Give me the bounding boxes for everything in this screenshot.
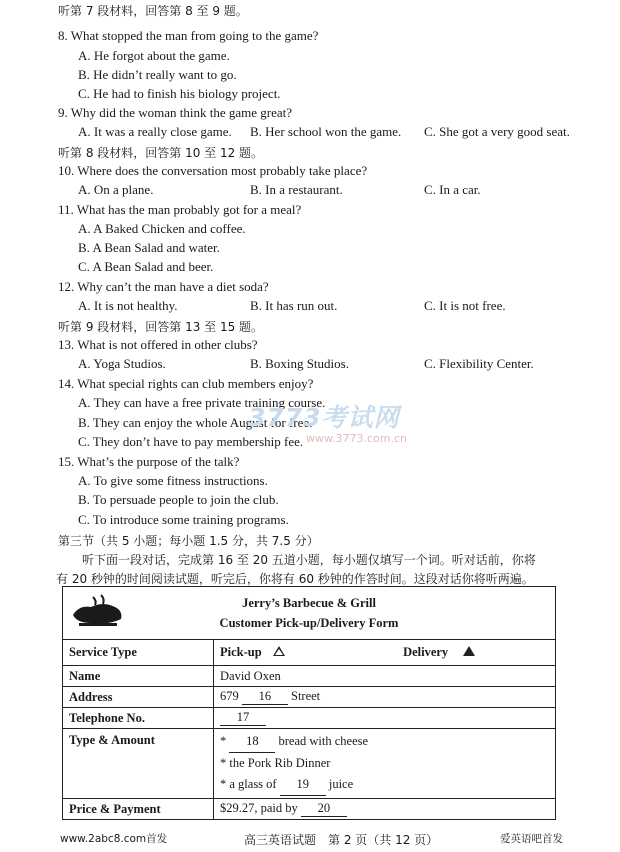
delivery-form xyxy=(62,586,556,820)
question-14: 14. What special rights can club members enjoy? xyxy=(58,376,314,391)
delivery-triangle-icon xyxy=(463,646,475,656)
q13-option-a: A. Yoga Studios. xyxy=(78,356,166,371)
watermark-brand: 3773考试网 xyxy=(248,403,400,432)
address-number: 679 xyxy=(220,689,239,703)
form-subtitle: Customer Pick-up/Delivery Form xyxy=(219,616,399,630)
pickup-triangle-icon xyxy=(273,646,285,656)
q11-option-c: C. A Bean Salad and beer. xyxy=(78,259,214,274)
telephone-label: Telephone No. xyxy=(63,708,214,729)
blank-17[interactable]: 17 xyxy=(220,710,266,726)
telephone-cell xyxy=(214,708,556,729)
address-label: Address xyxy=(63,687,214,708)
blank-18[interactable]: 18 xyxy=(229,731,275,753)
item-3-pre: * a glass of xyxy=(220,777,277,791)
part-3-instruction-line2: 有 20 秒钟的时间阅读试题，听完后，你将有 60 秒钟的作答时间。这段对话你将听两遍。 xyxy=(56,572,534,586)
blank-20[interactable]: 20 xyxy=(301,801,347,817)
price-cell xyxy=(214,799,556,820)
q14-option-a: A. They can have a free private training course. xyxy=(78,395,326,410)
q11-option-b: B. A Bean Salad and water. xyxy=(78,240,220,255)
q12-option-b: B. It has run out. xyxy=(250,298,338,313)
question-13: 13. What is not offered in other clubs? xyxy=(58,337,258,352)
q13-option-c: C. Flexibility Center. xyxy=(424,356,534,371)
part-3-instruction-line1: 听下面一段对话，完成第 16 至 20 五道小题，每小题仅填写一个词。听对话前，你将 xyxy=(82,553,536,567)
item-1-text: bread with cheese xyxy=(278,734,369,748)
item-3 xyxy=(220,774,549,796)
question-10: 10. Where does the conversation most probably take place? xyxy=(58,163,368,178)
q8-option-b: B. He didn’t really want to go. xyxy=(78,67,237,82)
q11-option-a: A. A Baked Chicken and coffee. xyxy=(78,221,246,236)
item-1 xyxy=(220,731,549,753)
q9-option-b: B. Her school won the game. xyxy=(250,124,402,139)
footer-page-number: 高三英语试题 第 2 页（共 12 页） xyxy=(244,833,439,847)
q10-option-c: C. In a car. xyxy=(424,182,481,197)
q13-option-b: B. Boxing Studios. xyxy=(250,356,349,371)
q15-option-b: B. To persuade people to join the club. xyxy=(78,492,279,507)
q14-option-b: B. They can enjoy the whole August for free. xyxy=(78,415,313,430)
name-value: David Oxen xyxy=(214,666,556,687)
q8-option-a: A. He forgot about the game. xyxy=(78,48,230,63)
footer-right: 爱英语吧首发 xyxy=(500,833,563,845)
grill-icon xyxy=(69,593,127,629)
q14-option-c: C. They don’t have to pay membership fee. xyxy=(78,434,304,449)
section-9-heading: 听第 9 段材料，回答第 13 至 15 题。 xyxy=(58,320,264,334)
delivery-label: Delivery xyxy=(403,645,449,659)
name-label: Name xyxy=(63,666,214,687)
q10-option-b: B. In a restaurant. xyxy=(250,182,343,197)
question-15: 15. What’s the purpose of the talk? xyxy=(58,454,240,469)
question-8: 8. What stopped the man from going to the game? xyxy=(58,28,319,43)
item-3-post: juice xyxy=(328,777,354,791)
q15-option-c: C. To introduce some training programs. xyxy=(78,512,289,527)
type-amount-label: Type & Amount xyxy=(63,729,214,799)
price-value: $29.27, paid by xyxy=(220,801,298,815)
blank-19[interactable]: 19 xyxy=(280,774,326,796)
question-12: 12. Why can’t the man have a diet soda? xyxy=(58,279,269,294)
q12-option-c: C. It is not free. xyxy=(424,298,506,313)
question-9: 9. Why did the woman think the game great? xyxy=(58,105,293,120)
q10-option-a: A. On a plane. xyxy=(78,182,154,197)
blank-16[interactable]: 16 xyxy=(242,689,288,705)
service-type-cell xyxy=(214,640,556,666)
section-7-heading: 听第 7 段材料，回答第 8 至 9 题。 xyxy=(58,4,248,18)
item-2: * the Pork Rib Dinner xyxy=(220,756,331,770)
footer-left: www.2abc8.com首发 xyxy=(60,833,168,845)
address-street: Street xyxy=(291,689,321,703)
question-11: 11. What has the man probably got for a meal? xyxy=(58,202,302,217)
service-type-label: Service Type xyxy=(63,640,214,666)
form-header xyxy=(63,587,556,640)
q15-option-a: A. To give some fitness instructions. xyxy=(78,473,268,488)
section-8-heading: 听第 8 段材料，回答第 10 至 12 题。 xyxy=(58,146,264,160)
q9-option-a: A. It was a really close game. xyxy=(78,124,232,139)
type-amount-cell xyxy=(214,729,556,799)
q8-option-c: C. He had to finish his biology project. xyxy=(78,86,281,101)
part-3-title: 第三节（共 5 小题；每小题 1.5 分，共 7.5 分） xyxy=(58,534,319,548)
q12-option-a: A. It is not healthy. xyxy=(78,298,178,313)
item-1-bullet: * xyxy=(220,734,227,748)
form-title: Jerry’s Barbecue & Grill xyxy=(242,596,376,610)
price-label: Price & Payment xyxy=(63,799,214,820)
watermark-url: www.3773.com.cn xyxy=(306,432,407,445)
pickup-label: Pick-up xyxy=(220,645,262,659)
address-cell xyxy=(214,687,556,708)
q9-option-c: C. She got a very good seat. xyxy=(424,124,570,139)
